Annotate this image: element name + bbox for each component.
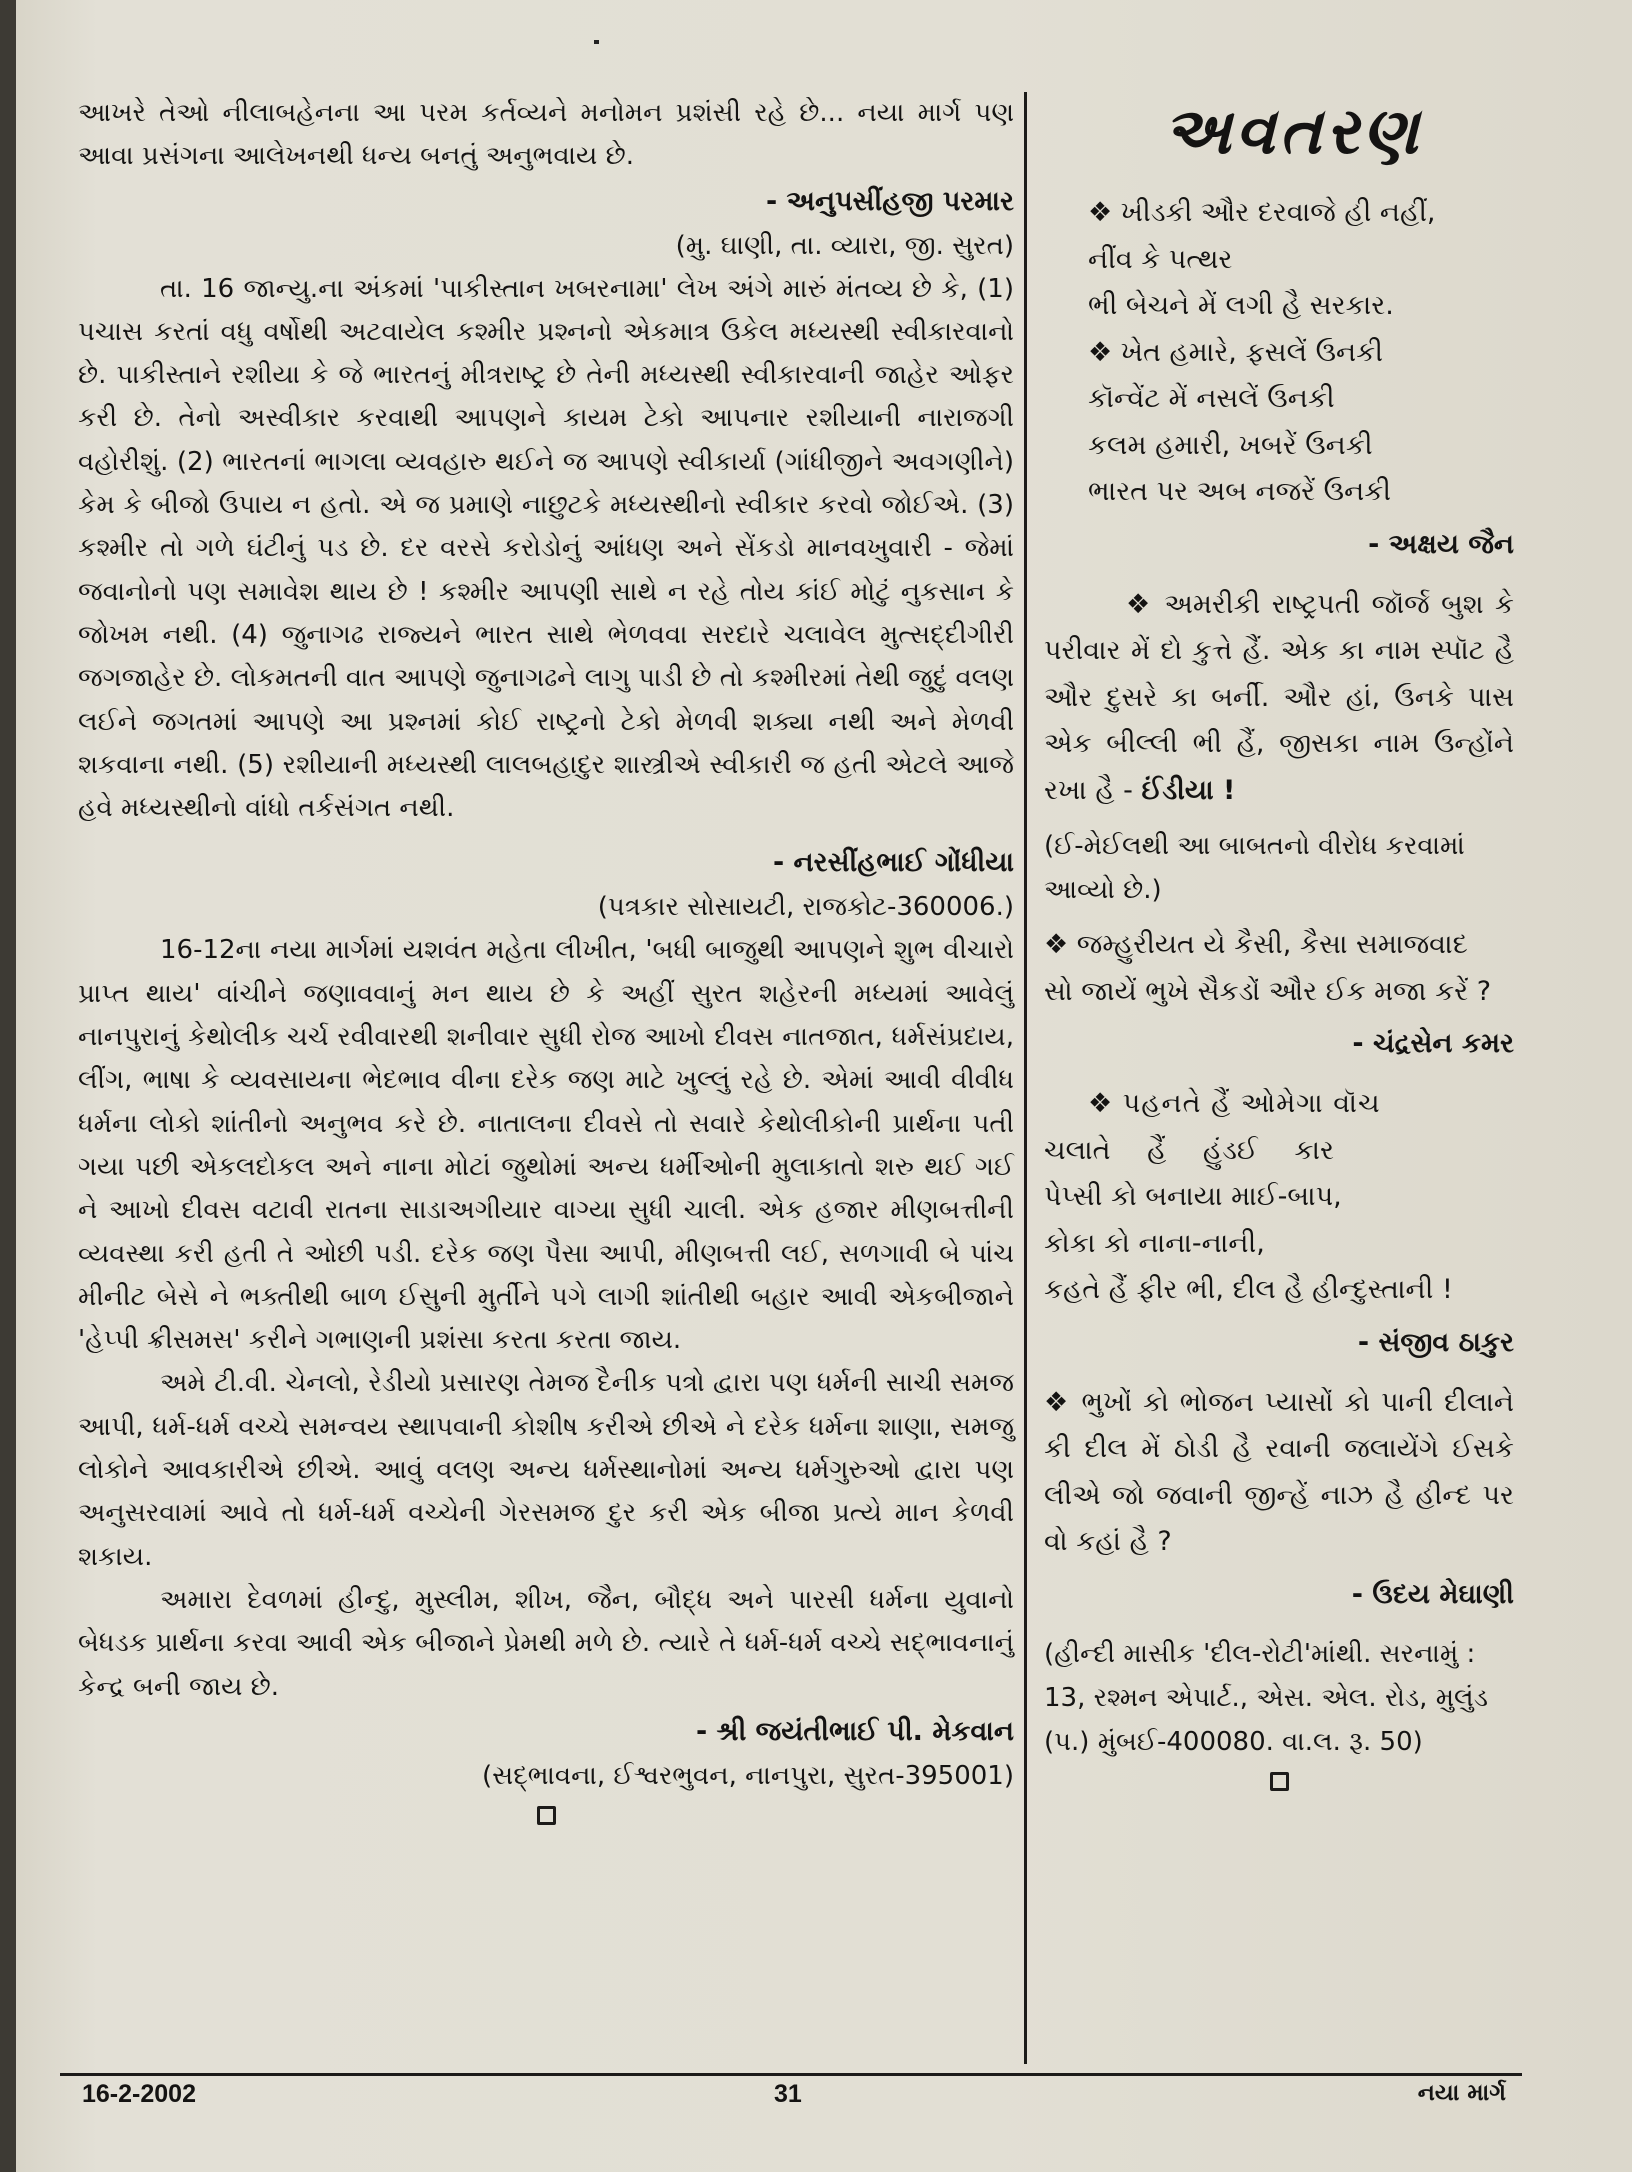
section-title: અવતરણ [1163,94,1423,169]
column-divider [1024,92,1027,2064]
poem-2 [1044,922,1514,1015]
poem-3-line: ❖ પહનતે હૈં ઓમેગા વૉચ [1088,1088,1381,1119]
address-2: (પત્રકાર સોસાયટી, રાજકોટ-360006.) [597,892,1014,923]
poem-1-line: ❖ ખેત હમારે, ફસલેં ઉનકી [1088,336,1383,368]
poem-1-line: કૉન્વેંટ મેં નસલેં ઉનકી [1088,383,1335,414]
end-mark-icon [537,1806,556,1825]
signature-3: - શ્રી જયંતીભાઈ પી. મેકવાન [695,1715,1014,1747]
poem-1-line: નીંવ કે પત્થર [1088,243,1233,275]
poem-1-line: ❖ ખીડકી ઔર દરવાજે હી નહીં, [1088,197,1436,228]
signature-2: - નરસીંહભાઈ ગોંધીયા [772,847,1014,879]
page-binding-edge [0,0,16,2172]
poem-3-line: કહતે હૈં ફીર ભી, દીલ હૈ હીન્દુસ્તાની ! [1044,1274,1453,1305]
poem-1 [1044,190,1514,516]
footer-rule [60,2073,1522,2076]
poem-1-line: ભારત પર અબ નજરેં ઉનકી [1088,476,1391,507]
letter-3-paragraph-1: 16-12ના નયા માર્ગમાં યશવંત મહેતા લીખીત, 'બધી બાજુથી આપણને શુભ વીચારો પ્રાપ્ત થાય' વાંચીને જણાવવાનું મન થાય છે કે અહીં સુરત શહેરની મધ્યમાં આવેલું નાનપુરાનું કેથોલીક ચર્ચ રવીવારથી શનીવાર સુધી રોજ આખો દીવસ નાતજાત, ધર્મસંપ્રદાય, લીંગ, ભાષા કે વ્યવસાયના ભેદભાવ વીના દરેક જણ માટે ખુલ્લું રહે છે. એમાં આવી વીવીધ ધર્મના લોકો શાંતીનો અનુભવ કરે છે. નાતાલના દીવસે તો સવારે કેથોલીકોની પ્રાર્થના પતી ગયા પછી એકલદોકલ અને નાના મોટાં જુથોમાં અન્ય ધર્મીઓની મુલાકાતો શરુ થઈ ગઈ ને આખો દીવસ વટાવી રાતના સાડાઅગીયાર વાગ્યા સુધી ચાલી. એક હજાર મીણબત્તીની વ્યવસ્થા કરી હતી તે ઓછી પડી. દરેક જણ પૈસા આપી, મીણબત્તી લઈ, સળગાવી બે પાંચ મીનીટ બેસે ને ભક્તીથી બાળ ઈસુની મુર્તીને પગે લાગી શાંતીથી બહાર આવી એકબીજાને 'હેપ્પી ક્રીસમસ' કરીને ગભાણની પ્રશંસા કરતા કરતા જાય. [78,935,1014,1356]
poem-2-line: ❖ જમ્હુરીયત યે કૈસી, કૈસા સમાજવાદ [1044,929,1468,960]
letter-3-paragraph-3: અમારા દેવળમાં હીન્દુ, મુસ્લીમ, શીખ, જૈન, બૌદ્ધ અને પારસી ધર્મના યુવાનો બેધડક પ્રાર્થના કરવા આવી એક બીજાને પ્રેમથી મળે છે. ત્યારે તે ધર્મ-ધર્મ વચ્ચે સદ્ભાવનાનું કેન્દ્ર બની જાય છે. [78,1584,1014,1702]
signature-d: - ઉદય મેઘાણી [1351,1578,1514,1610]
end-mark-icon [1270,1772,1289,1791]
poem-3-line: પેપ્સી કો બનાયા માઈ-બાપ, [1044,1181,1342,1212]
bush-quote-punchline: ઈંડીયા ! [1141,774,1236,806]
page-number: 31 [774,2080,802,2108]
quotations-column [1044,92,1514,1791]
print-mark [594,40,599,44]
signature-a: - અક્ષય જૈન [1368,528,1514,560]
poem-1-line: કલમ હમારી, ખબરેં ઉનકી [1088,429,1373,461]
bush-quote-text: ❖ અમરીકી રાષ્ટ્રપતી જૉર્જ બુશ કે પરીવાર મેં દો કુત્તે હૈં. એક કા નામ સ્પૉટ હૈ ઔર દુસરે કા બર્ની. ઔર હાં, ઉનકે પાસ એક બીલ્લી ભી હૈં, જીસકા નામ ઉન્હોંને રખા હૈ - [1044,588,1514,806]
footer-date: 16-2-2002 [82,2080,196,2108]
address-3: (સદ્ભાવના, ઈશ્વરભુવન, નાનપુરા, સુરત-395001) [482,1760,1014,1791]
intro-paragraph: આખરે તેઓ નીલાબહેનના આ પરમ કર્તવ્યને મનોમન પ્રશંસી રહે છે... નયા માર્ગ પણ આવા પ્રસંગના આલેખનથી ધન્ય બનતું અનુભવાય છે. [78,98,1014,172]
poem-3 [1044,1081,1514,1314]
signature-1: - અનુપસીંહજી પરમાર [765,185,1014,217]
poem-1-line: ભી બેચને મેં લગી હૈ સરકાર. [1088,290,1394,321]
magazine-name: નયા માર્ગ [1417,2080,1506,2106]
poem-4: ❖ ભુખોં કો ભોજન પ્યાસોં કો પાની દીલાને કી દીલ મેં ઠોડી હૈ રવાની જલાયેંગે ઈસકે લીએ જો જવાની જીન્હેં નાઝ હૈ હીન્દ પર વો કહાં હૈ ? [1044,1386,1514,1557]
email-note: (ઈ-મેઈલથી આ બાબતનો વીરોધ કરવામાં આવ્યો છે.) [1044,831,1465,905]
poem-3-line: ચલાતે હૈં હુંડઈ કાર [1044,1134,1334,1166]
address-1: (મુ. ઘાણી, તા. વ્યારા, જી. સુરત) [675,230,1014,261]
letter-3-paragraph-2: અમે ટી.વી. ચેનલો, રેડીયો પ્રસારણ તેમજ દૈનીક પત્રો દ્વારા પણ ધર્મની સાચી સમજ આપી, ધર્મ-ધર્મ વચ્ચે સમન્વય સ્થાપવાની કોશીષ કરીએ છીએ ને દરેક ધર્મના શાણા, સમજુ લોકોને આવકારીએ છીએ. આવું વલણ અન્ય ધર્મસ્થાનોમાં અન્ય ધર્મગુરુઓ દ્વારા પણ અનુસરવામાં આવે તો ધર્મ-ધર્મ વચ્ચેની ગેરસમજ દુર કરી એક બીજા પ્રત્યે માન કેળવી શકાય. [78,1368,1014,1572]
source-note: (હીન્દી માસીક 'દીલ-રોટી'માંથી. સરનામું : 13, રશ્મન એપાર્ટ., એસ. એલ. રોડ, મુલુંડ (પ.) મુંબઈ-400080. વા.લ. રૂ. 50) [1044,1638,1488,1757]
poem-3-line: કોકા કો નાના-નાની, [1044,1227,1265,1259]
signature-b: - ચંદ્રસેન કમર [1352,1028,1514,1059]
signature-c: - સંજીવ ઠાકુર [1357,1326,1514,1358]
letters-column [78,92,1014,1825]
letter-2-body: તા. 16 જાન્યુ.ના અંકમાં 'પાકીસ્તાન ખબરનામા' લેખ અંગે મારું મંતવ્ય છે કે, (1) પચાસ કરતાં વધુ વર્ષોથી અટવાયેલ કશ્મીર પ્રશ્નનો એકમાત્ર ઉકેલ મધ્યસ્થી સ્વીકારવાનો છે. પાકીસ્તાને રશીયા કે જે ભારતનું મીત્રરાષ્ટ્ર છે તેની મધ્યસ્થી સ્વીકારવાની જાહેર ઓફર કરી છે. તેનો અસ્વીકાર કરવાથી આપણને કાયમ ટેકો આપનાર રશીયાની નારાજગી વહોરીશું. (2) ભારતનાં ભાગલા વ્યવહારુ થઈને જ આપણે સ્વીકાર્યા (ગાંધીજીને અવગણીને) કેમ કે બીજો ઉપાય ન હતો. એ જ પ્રમાણે નાછુટકે મધ્યસ્થીનો સ્વીકાર કરવો જોઈએ. (3) કશ્મીર તો ગળે ઘંટીનું પડ છે. દર વરસે કરોડોનું આંધણ અને સેંકડો માનવખુવારી - જેમાં જવાનોનો પણ સમાવેશ થાય છે ! કશ્મીર આપણી સાથે ન રહે તોય કાંઈ મોટું નુકસાન કે જોખમ નથી. (4) જુનાગઢ રાજ્યને ભારત સાથે ભેળવવા સરદારે ચલાવેલ મુત્સદ્દીગીરી જગજાહેર છે. લોકમતની વાત આપણે જુનાગઢને લાગુ પાડી છે તો કશ્મીરમાં તેથી જુદું વલણ લઈને જગતમાં આપણે આ પ્રશ્નમાં કોઈ રાષ્ટ્રનો ટેકો મેળવી શક્યા નથી અને મેળવી શકવાના નથી. (5) રશીયાની મધ્યસ્થી લાલબહાદુર શાસ્ત્રીએ સ્વીકારી જ હતી એટલે આજે હવે મધ્યસ્થીનો વાંધો તર્કસંગત નથી. [78,273,1014,824]
bush-quote [1044,582,1514,815]
poem-2-line: સો જાયેં ભુખે સૈકડોં ઔર ઈક મજા કરેં ? [1044,975,1492,1007]
